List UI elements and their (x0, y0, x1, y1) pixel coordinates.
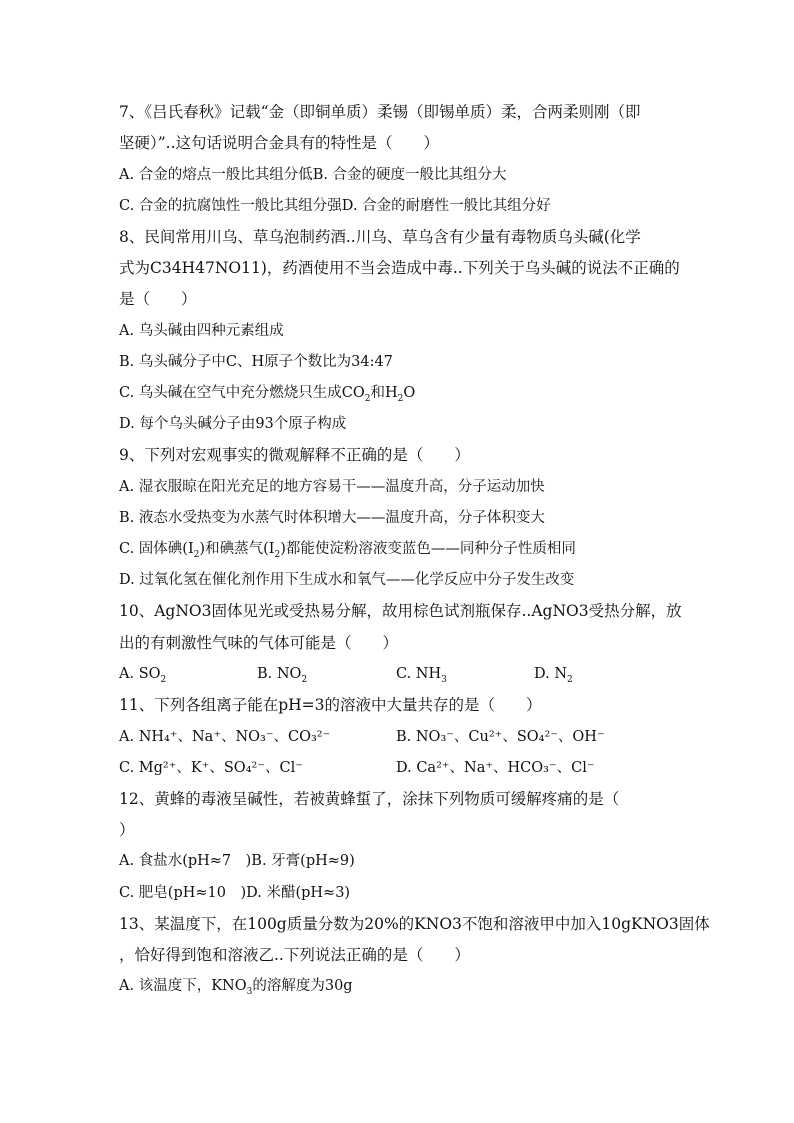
q11-options-cd (119, 758, 679, 780)
q10-stem-line1: 10、AgNO3固体见光或受热易分解，故用棕色试剂瓶保存..AgNO3受热分解，放 (119, 602, 682, 620)
q13-stem-line1: 13、某温度下，在100g质量分数为20%的KNO3不饱和溶液甲中加入10gKNO3固体 (119, 915, 710, 933)
q9-option-c-part3: )都能使淀粉溶液变蓝色——同种分子性质相同 (280, 541, 576, 557)
q8-option-c-post: O (403, 385, 416, 401)
q9-option-c-part2: )和碘蒸气(I (199, 541, 275, 557)
q10-stem-line2: 出的有刺激性气味的气体可能是（ ） (119, 634, 399, 652)
q8-option-b: B. 乌头碱分子中C、H原子个数比为34:47 (119, 354, 393, 370)
q9-option-c (119, 539, 576, 559)
q10-option-c-text: C. NH (396, 666, 442, 682)
q10-option-a (119, 664, 166, 684)
q13-option-a-sub: 3 (246, 986, 253, 997)
q9-option-d: D. 过氧化氢在催化剂作用下生成水和氧气——化学反应中分子发生改变 (119, 572, 575, 588)
q10-option-b-sub: 2 (301, 674, 308, 685)
q9-option-a: A. 湿衣服晾在阳光充足的地方容易干——温度升高，分子运动加快 (119, 479, 545, 495)
q8-option-c (119, 383, 415, 403)
q8-option-c-sub1: 2 (364, 393, 371, 404)
q10-option-d (534, 664, 573, 684)
q10-option-c (396, 664, 447, 684)
q11-stem: 11、下列各组离子能在pH=3的溶液中大量共存的是（ ） (119, 696, 542, 714)
q8-option-c-sub2: 2 (397, 393, 404, 404)
q10-option-c-sub: 3 (441, 674, 447, 685)
q7-stem-line1: 7、《吕氏春秋》记载“金（即铜单质）柔锡（即锡单质）柔，合两柔则刚（即 (119, 103, 641, 121)
q8-option-c-mid: 和H (370, 385, 398, 401)
q9-option-c-sub2: 2 (274, 549, 281, 560)
q12-stem-line1: 12、黄蜂的毒液呈碱性，若被黄蜂蜇了，涂抹下列物质可缓解疼痛的是（ (119, 790, 620, 808)
q8-stem-line2: 式为C34H47NO11)，药酒使用不当会造成中毒..下列关于乌头碱的说法不正确的 (119, 259, 680, 277)
q8-option-a: A. 乌头碱由四种元素组成 (119, 323, 284, 339)
q7-stem-line2: 坚硬）”..这句话说明合金具有的特性是（ ） (119, 134, 440, 152)
q10-option-b (257, 664, 307, 684)
q10-options (119, 664, 679, 686)
q13-stem-line2: ，恰好得到饱和溶液乙..下列说法正确的是（ ） (119, 946, 470, 964)
q10-option-a-text: A. SO (119, 666, 161, 682)
q9-option-c-part1: C. 固体碘(I (119, 541, 194, 557)
q11-option-d: D. Ca²⁺、Na⁺、HCO₃⁻、Cl⁻ (396, 760, 595, 776)
q9-option-b: B. 液态水受热变为水蒸气时体积增大——温度升高，分子体积变大 (119, 510, 545, 526)
q12-stem-line2: ） (119, 821, 135, 839)
q8-stem-line1: 8、民间常用川乌、草乌泡制药酒..川乌、草乌含有少量有毒物质乌头碱(化学 (119, 228, 641, 246)
q10-option-b-text: B. NO (257, 666, 302, 682)
q8-option-c-pre: C. 乌头碱在空气中充分燃烧只生成CO (119, 385, 365, 401)
q12-options-cd: C. 肥皂(pH≈10 )D. 米醋(pH≈3) (119, 885, 351, 901)
q7-options-ab: A. 合金的熔点一般比其组分低B. 合金的硬度一般比其组分大 (119, 167, 507, 183)
q9-option-c-sub1: 2 (193, 549, 200, 560)
q11-option-c: C. Mg²⁺、K⁺、SO₄²⁻、Cl⁻ (119, 760, 303, 776)
q13-option-a-post: 的溶解度为30g (252, 978, 353, 994)
q11-option-a: A. NH₄⁺、Na⁺、NO₃⁻、CO₃²⁻ (119, 729, 331, 745)
q11-option-b: B. NO₃⁻、Cu²⁺、SO₄²⁻、OH⁻ (396, 729, 605, 745)
q13-option-a (119, 976, 353, 996)
q10-option-d-text: D. N (534, 666, 568, 682)
q9-stem: 9、下列对宏观事实的微观解释不正确的是（ ） (119, 446, 470, 464)
q13-option-a-pre: A. 该温度下，KNO (119, 978, 247, 994)
q10-option-a-sub: 2 (160, 674, 167, 685)
q7-options-cd: C. 合金的抗腐蚀性一般比其组分强D. 合金的耐磨性一般比其组分好 (119, 198, 551, 214)
q12-options-ab: A. 食盐水(pH≈7 )B. 牙膏(pH≈9) (119, 853, 355, 869)
q8-option-d: D. 每个乌头碱分子由93个原子构成 (119, 416, 347, 432)
q11-options-ab (119, 727, 679, 749)
q8-stem-line3: 是（ ） (119, 290, 197, 308)
q10-option-d-sub: 2 (567, 674, 573, 685)
